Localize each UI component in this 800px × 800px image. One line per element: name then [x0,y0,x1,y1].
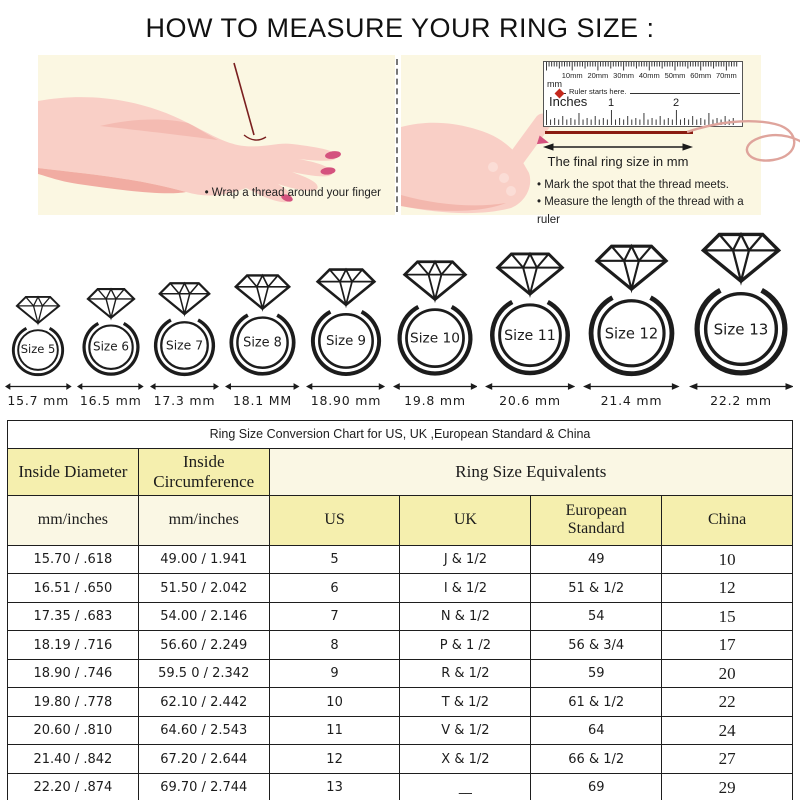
ring-diameter-label: 21.4 mm [600,392,663,408]
diamond-ring-icon [389,259,481,377]
ruler-mm-label: 40mm [638,70,660,80]
thread-curl-icon [687,116,800,172]
ring-size-label: Size 13 [713,320,769,339]
diameter-arrow-icon [485,382,575,391]
ring-diameter-label: 16.5 mm [79,392,142,408]
table-cell: J & 1/2 [400,545,531,574]
table-cell: P & 1 /2 [400,631,531,660]
table-cell: 59.5 0 / 2.342 [138,659,269,688]
table-cell: 54.00 / 2.146 [138,602,269,631]
table-cell: 21.40 / .842 [8,745,139,774]
table-cell: 59 [531,659,662,688]
table-row [8,602,793,631]
ring-size-item [222,273,303,408]
measure-arrow-icon [543,142,693,152]
table-cell: 18.19 / .716 [8,631,139,660]
table-cell: 10 [662,545,793,574]
table-cell: 9 [269,659,400,688]
table-cell: 20 [662,659,793,688]
diameter-arrow-icon [150,382,219,391]
ring-size-conversion-table [7,420,793,800]
ring-size-label: Size 10 [410,330,460,347]
table-cell: 51.50 / 2.042 [138,574,269,603]
page-title: HOW TO MEASURE YOUR RING SIZE : [145,13,655,43]
ruler-mm-label: 60mm [690,70,712,80]
table-cell: 49 [531,545,662,574]
diameter-arrow-icon [393,382,478,391]
subheader-circumference-units: mm/inches [138,495,269,545]
table-cell: 67.20 / 2.644 [138,745,269,774]
table-title: Ring Size Conversion Chart for US, UK ,European Standard & China [8,420,793,448]
ring-size-label: Size 7 [165,338,204,353]
ruler-mm-label: 20mm [587,70,609,80]
header-ring-size-equivalents: Ring Size Equivalents [269,448,792,495]
subheader-us: US [269,495,400,545]
ring-diameter-label: 15.7 mm [7,392,70,408]
measure-captions [537,177,761,229]
table-cell: 15.70 / .618 [8,545,139,574]
ruler-mm-label: 50mm [664,70,686,80]
table-cell: 15 [662,602,793,631]
caption-mark-spot: • Mark the spot that the thread meets. [537,179,729,191]
diameter-arrow-icon [583,382,680,391]
table-cell: 8 [269,631,400,660]
diamond-ring-icon [684,231,798,377]
table-cell: 51 & 1/2 [531,574,662,603]
ring-size-item [147,281,222,408]
diameter-arrow-icon [5,382,72,391]
thread-line [545,131,693,134]
ruler-mm-label: 10mm [561,70,583,80]
table-row [8,745,793,774]
diamond-ring-icon [222,273,303,377]
table-cell: 16.51 / .650 [8,574,139,603]
table-cell: 22 [662,688,793,717]
subheader-uk: UK [400,495,531,545]
table-row [8,688,793,717]
diameter-arrow-icon [77,382,144,391]
final-size-caption: The final ring size in mm [547,154,689,169]
diamond-ring-icon [6,295,70,377]
table-cell: R & 1/2 [400,659,531,688]
ring-size-item [684,231,798,408]
diamond-ring-icon [303,267,389,377]
ring-size-label: Size 5 [20,342,56,357]
ruler-inch-number: 1 [607,97,615,109]
ring-size-label: Size 11 [504,328,556,345]
ruler-mm-label: 70mm [715,70,737,80]
table-cell: T & 1/2 [400,688,531,717]
diamond-ring-icon [481,251,579,376]
table-cell: N & 1/2 [400,602,531,631]
table-cell: 54 [531,602,662,631]
table-row [8,631,793,660]
diamond-ring-icon [76,287,146,377]
table-cell: 17.35 / .683 [8,602,139,631]
table-cell: 61 & 1/2 [531,688,662,717]
table-cell: 64.60 / 2.543 [138,716,269,745]
table-cell: V & 1/2 [400,716,531,745]
ring-size-label: Size 8 [243,335,282,351]
table-cell: 13 [269,773,400,800]
table-cell: 10 [269,688,400,717]
ring-diameter-label: 20.6 mm [499,392,561,408]
diamond-ring-icon [579,243,684,377]
wrap-thread-caption: • Wrap a thread around your finger [204,187,381,199]
caption-measure-length: • Measure the length of the thread with a ruler [537,196,744,226]
table-row [8,574,793,603]
subheader-diameter-units: mm/inches [8,495,139,545]
panel-divider [396,59,398,212]
ring-size-item [579,243,684,408]
table-cell: 20.60 / .810 [8,716,139,745]
table-cell: I & 1/2 [400,574,531,603]
table-cell: 17 [662,631,793,660]
table-cell: 69.70 / 2.744 [138,773,269,800]
table-cell: 19.80 / .778 [8,688,139,717]
table-cell: 69 [531,773,662,800]
ring-size-chart [2,231,798,408]
table-cell: __ [400,773,531,800]
table-row [8,545,793,574]
table-cell: 49.00 / 1.941 [138,545,269,574]
diameter-arrow-icon [225,382,300,391]
ring-size-label: Size 9 [325,334,367,350]
table-cell: 7 [269,602,400,631]
ring-size-item [75,287,148,408]
ruler-starts-here-label: Ruler starts here. [566,87,630,96]
table-row [8,659,793,688]
inches-label: Inches [549,94,588,109]
step-panel-wrap-thread [38,55,395,215]
header-inside-diameter: Inside Diameter [8,448,139,495]
pointing-hand-icon [401,55,551,215]
table-cell: 62.10 / 2.442 [138,688,269,717]
ring-size-item [481,251,579,407]
mm-unit-label: mm [547,79,562,89]
ring-diameter-label: 18.90 mm [310,392,382,408]
ruler-inch-number: 2 [672,97,680,109]
table-cell: 6 [269,574,400,603]
table-cell: 18.90 / .746 [8,659,139,688]
ring-size-label: Size 6 [92,340,129,355]
ring-diameter-label: 22.2 mm [710,392,772,408]
table-row [8,716,793,745]
diameter-arrow-icon [306,382,385,391]
ring-diameter-label: 19.8 mm [404,392,466,408]
ring-size-item [2,295,75,408]
table-cell: 29 [662,773,793,800]
table-cell: 64 [531,716,662,745]
subheader-european-standard: European Standard [531,495,662,545]
table-cell: 24 [662,716,793,745]
table-cell: 66 & 1/2 [531,745,662,774]
table-cell: 27 [662,745,793,774]
table-cell: 12 [269,745,400,774]
ring-size-item [303,267,389,408]
table-cell: 11 [269,716,400,745]
table-cell: 12 [662,574,793,603]
table-cell: X & 1/2 [400,745,531,774]
diameter-arrow-icon [689,382,794,391]
header-inside-circumference: Inside Circumference [138,448,269,495]
subheader-china: China [662,495,793,545]
ring-diameter-label: 18.1 MM [233,392,292,408]
table-row [8,773,793,800]
ring-size-label: Size 12 [604,325,659,343]
table-cell: 5 [269,545,400,574]
table-cell: 56.60 / 2.249 [138,631,269,660]
table-cell: 22.20 / .874 [8,773,139,800]
step-panel-measure-ruler [401,55,761,226]
table-cell: 56 & 3/4 [531,631,662,660]
ring-diameter-label: 17.3 mm [153,392,216,408]
ring-size-item [389,259,481,408]
diamond-ring-icon [147,281,222,377]
instruction-panels [0,55,800,226]
ruler-mm-label: 30mm [613,70,635,80]
